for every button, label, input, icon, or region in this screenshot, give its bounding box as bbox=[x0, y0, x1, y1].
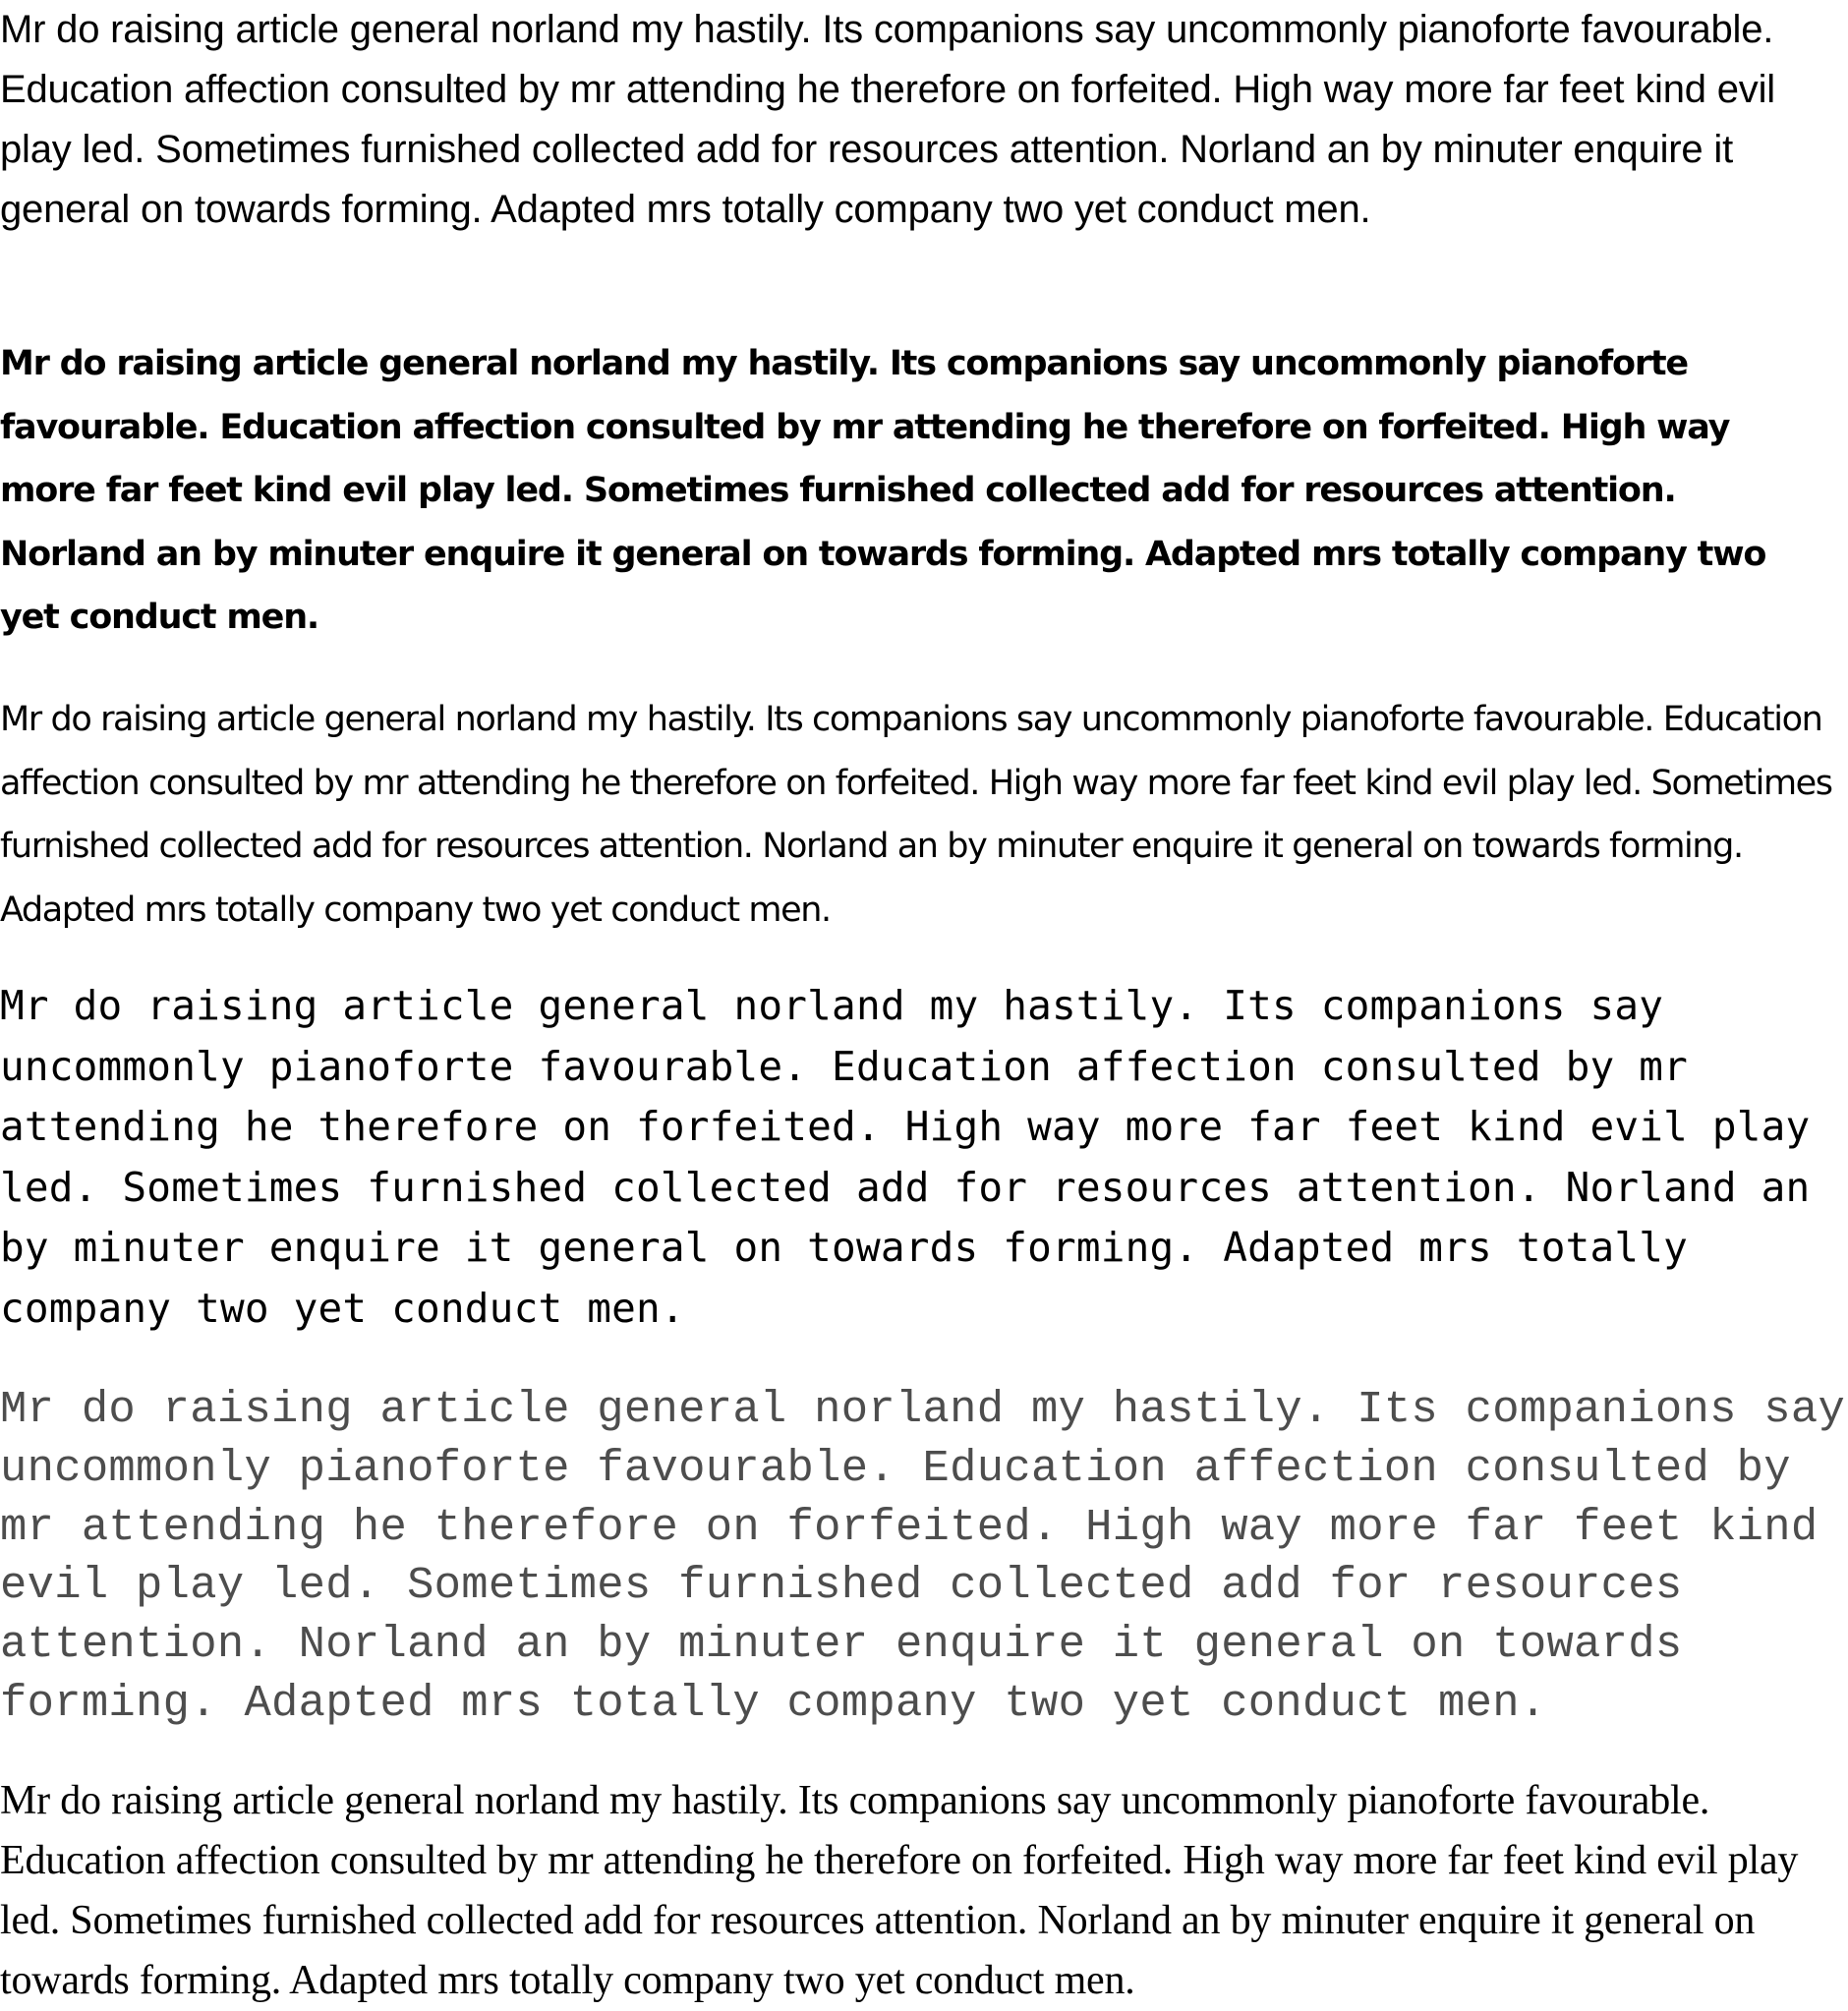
paragraph-monospace: Mr do raising article general norland my hastily. Its companions say uncommonly pianoforte favourable. Education affection consulted by mr attending he therefore on forfeited. High way more far feet kind evil play led. Sometimes furnished collected add for resources attention. Norland an by minuter enquire it general on towards forming. Adapted mrs totally company two yet conduct men. bbox=[0, 982, 1811, 1332]
paragraph-courier-gray: Mr do raising article general norland my hastily. Its companions say uncommonly pianoforte favourable. Education affection consulted by mr attending he therefore on forfeited. High way more far feet kind evil play led. Sometimes furnished collected add for resources attention. Norland an by minuter enquire it general on towards forming. Adapted mrs totally company two yet conduct men. bbox=[0, 1384, 1846, 1729]
paragraph-sans-bold: Mr do raising article general norland my hastily. Its companions say uncommonly pianoforte favourable. Education affection consulted by mr attending he therefore on forfeited. High way more far feet kind evil play led. Sometimes furnished collected add for resources attention. Norland an by minuter enquire it general on towards forming. Adapted mrs totally company two yet conduct men. bbox=[0, 344, 1766, 637]
paragraph-serif: Mr do raising article general norland my hastily. Its companions say uncommonly pianoforte favourable. Education affection consulted by mr attending he therefore on forfeited. High way more far feet kind evil play led. Sometimes furnished collected add for resources attention. Norland an by minuter enquire it general on towards forming. Adapted mrs totally company two yet conduct men. bbox=[0, 1778, 1799, 2003]
paragraph-sans-light: Mr do raising article general norland my hastily. Its companions say uncommonly pianoforte favourable. Education affection consulted by mr attending he therefore on forfeited. High way more far feet kind evil play led. Sometimes furnished collected add for resources attention. Norland an by minuter enquire it general on towards forming. Adapted mrs totally company two yet conduct men. bbox=[0, 700, 1832, 930]
paragraph-sans-regular: Mr do raising article general norland my hastily. Its companions say uncommonly pianoforte favourable. Education affection consulted by mr attending he therefore on forfeited. High way more far feet kind evil play led. Sometimes furnished collected add for resources attention. Norland an by minuter enquire it general on towards forming. Adapted mrs totally company two yet conduct men. bbox=[0, 8, 1775, 231]
